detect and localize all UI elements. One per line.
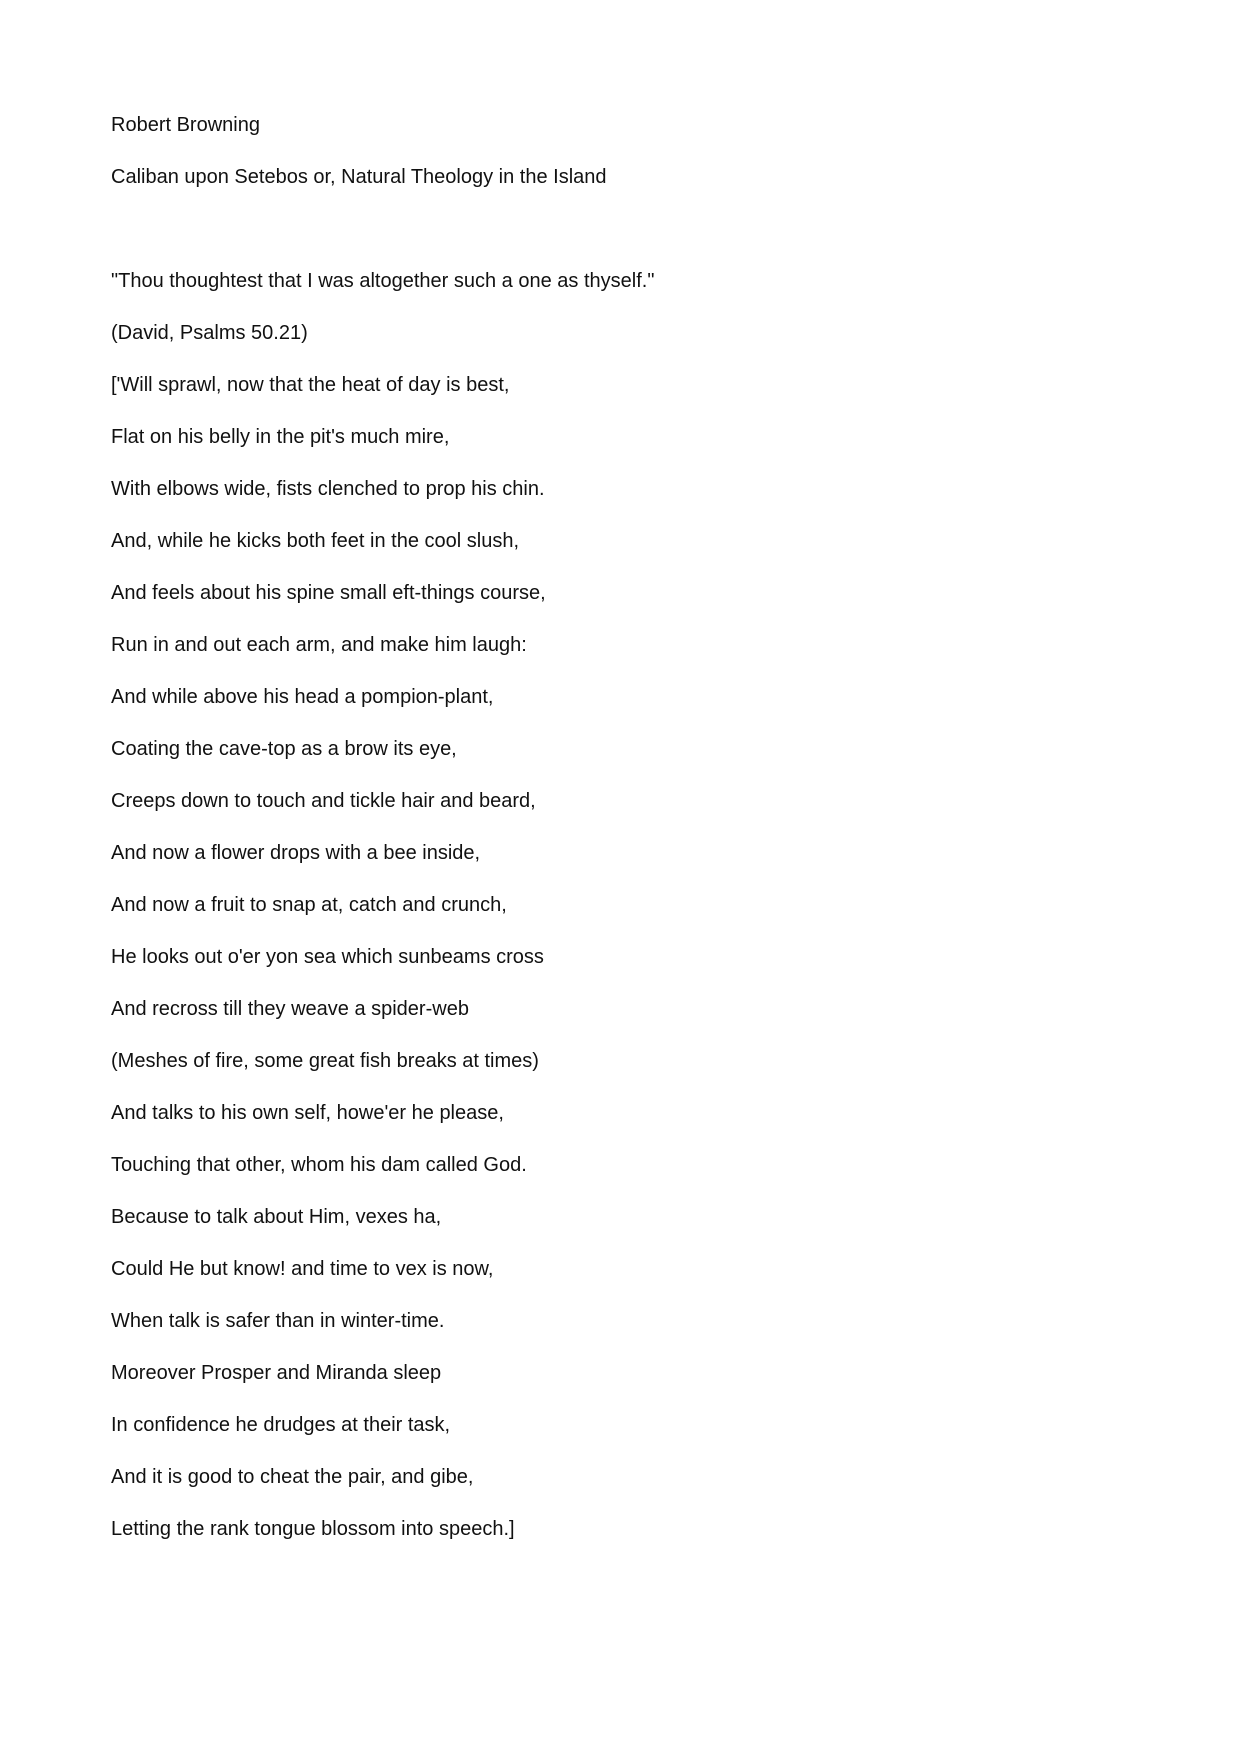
document-body [111,111,1131,1567]
poem-line: And now a flower drops with a bee inside, [111,842,481,864]
poem-line: Run in and out each arm, and make him laugh: [111,634,527,656]
poem-line: Touching that other, whom his dam called God. [111,1154,527,1176]
poem-line: And recross till they weave a spider-web [111,998,469,1020]
poem-line: And, while he kicks both feet in the cool slush, [111,530,520,552]
poem-line: And it is good to cheat the pair, and gibe, [111,1466,474,1488]
poem-line: (Meshes of fire, some great fish breaks at times) [111,1050,539,1072]
poem-line: Moreover Prosper and Miranda sleep [111,1362,442,1384]
poem-line: Because to talk about Him, vexes ha, [111,1206,442,1228]
poem-line: Coating the cave-top as a brow its eye, [111,738,457,760]
epigraph-source: (David, Psalms 50.21) [111,322,308,344]
poem-line: Flat on his belly in the pit's much mire, [111,426,450,448]
poem-line: He looks out o'er yon sea which sunbeams cross [111,946,544,968]
poem-line: When talk is safer than in winter-time. [111,1310,445,1332]
poem-line: Letting the rank tongue blossom into speech.] [111,1518,515,1540]
poem-line: In confidence he drudges at their task, [111,1414,451,1436]
poem-line: And now a fruit to snap at, catch and crunch, [111,894,507,916]
blank-spacer [111,215,1131,267]
poem-line: And feels about his spine small eft-things course, [111,582,546,604]
epigraph-quote: "Thou thoughtest that I was altogether such a one as thyself." [111,270,655,292]
poem-line: ['Will sprawl, now that the heat of day is best, [111,374,510,396]
poem-line: And talks to his own self, howe'er he please, [111,1102,504,1124]
poem-line: Could He but know! and time to vex is now, [111,1258,494,1280]
poem-line: With elbows wide, fists clenched to prop his chin. [111,478,545,500]
author-line: Robert Browning [111,114,260,136]
poem-title: Caliban upon Setebos or, Natural Theology in the Island [111,166,607,188]
poem-line: And while above his head a pompion-plant, [111,686,494,708]
poem-line: Creeps down to touch and tickle hair and beard, [111,790,536,812]
